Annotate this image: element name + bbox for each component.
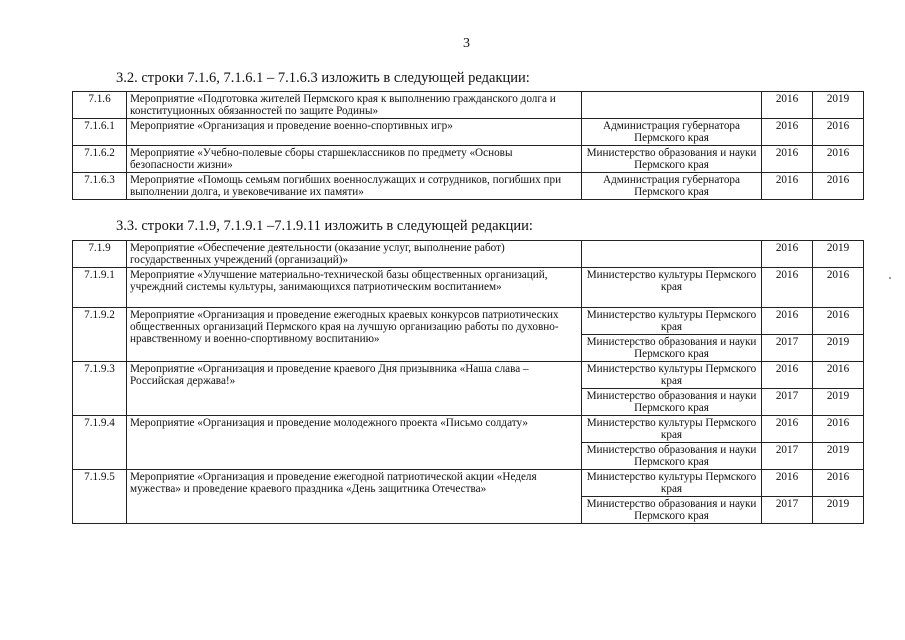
row-responsible: [582, 92, 762, 119]
row-start-year: 2016: [762, 470, 813, 497]
row-start-year: 2016: [762, 308, 813, 335]
row-code: 7.1.9.1: [73, 268, 127, 308]
row-responsible: Министерство культуры Пермского края: [582, 268, 762, 308]
table-row: [73, 146, 864, 173]
table-row: [73, 92, 864, 119]
table-row: [73, 119, 864, 146]
row-end-year: 2019: [813, 335, 864, 362]
row-end-year: 2016: [813, 362, 864, 389]
row-start-year: 2016: [762, 241, 813, 268]
table-row: [73, 416, 864, 443]
row-end-year: 2019: [813, 497, 864, 524]
row-start-year: 2016: [762, 173, 813, 200]
row-responsible: Министерство образования и науки Пермского края: [582, 335, 762, 362]
row-activity: Мероприятие «Организация и проведение ежегодной патриотической акции «Неделя мужества» и проведение краевого праздника «День защитника Отечества»: [127, 470, 582, 524]
row-activity: Мероприятие «Обеспечение деятельности (оказание услуг, выполнение работ) государственных учреждений (организаций)»: [127, 241, 582, 268]
row-activity: Мероприятие «Организация и проведение краевого Дня призывника «Наша слава – Российская держава!»: [127, 362, 582, 416]
row-start-year: 2016: [762, 92, 813, 119]
table-row: [73, 241, 864, 268]
row-responsible: Министерство образования и науки Пермского края: [582, 146, 762, 173]
row-responsible: Министерство образования и науки Пермского края: [582, 389, 762, 416]
row-start-year: 2016: [762, 119, 813, 146]
row-end-year: 2019: [813, 443, 864, 470]
row-activity: Мероприятие «Организация и проведение военно-спортивных игр»: [127, 119, 582, 146]
row-responsible: [582, 241, 762, 268]
row-end-year: 2016: [813, 470, 864, 497]
row-responsible: Администрация губернатора Пермского края: [582, 173, 762, 200]
table-row: [73, 268, 864, 308]
row-responsible: Министерство образования и науки Пермского края: [582, 497, 762, 524]
row-code: 7.1.9: [73, 241, 127, 268]
row-end-year: 2016: [813, 268, 864, 308]
row-activity: Мероприятие «Подготовка жителей Пермского края к выполнению гражданского долга и конституционных обязанностей по защите Родины»: [127, 92, 582, 119]
row-responsible: Министерство культуры Пермского края: [582, 308, 762, 335]
row-code: 7.1.6: [73, 92, 127, 119]
table-row: [73, 362, 864, 389]
row-end-year: 2016: [813, 146, 864, 173]
section-3-3-heading: 3.3. строки 7.1.9, 7.1.9.1 –7.1.9.11 изложить в следующей редакции:: [116, 218, 533, 234]
row-activity: Мероприятие «Помощь семьям погибших военнослужащих и сотрудников, погибших при выполнении долга, и увековечивание их памяти»: [127, 173, 582, 200]
row-end-year: 2016: [813, 119, 864, 146]
table-row: [73, 470, 864, 497]
row-code: 7.1.6.1: [73, 119, 127, 146]
row-activity: Мероприятие «Учебно-полевые сборы старшеклассников по предмету «Основы безопасности жизни»: [127, 146, 582, 173]
row-start-year: 2016: [762, 268, 813, 308]
row-code: 7.1.9.2: [73, 308, 127, 362]
row-end-year: 2016: [813, 173, 864, 200]
row-code: 7.1.9.4: [73, 416, 127, 470]
row-end-year: 2019: [813, 241, 864, 268]
row-code: 7.1.6.2: [73, 146, 127, 173]
table-row: [73, 308, 864, 335]
scan-mark: [889, 277, 891, 279]
row-responsible: Министерство образования и науки Пермского края: [582, 443, 762, 470]
row-end-year: 2019: [813, 92, 864, 119]
row-responsible: Министерство культуры Пермского края: [582, 470, 762, 497]
page-number: 3: [463, 36, 470, 51]
row-responsible: Министерство культуры Пермского края: [582, 416, 762, 443]
table-section-3-3: [72, 240, 864, 524]
row-activity: Мероприятие «Организация и проведение ежегодных краевых конкурсов патриотических общественных организаций Пермского края на лучшую организацию работы по духовно-нравственному и военно-спортивному воспитанию»: [127, 308, 582, 362]
row-start-year: 2016: [762, 146, 813, 173]
row-responsible: Администрация губернатора Пермского края: [582, 119, 762, 146]
row-activity: Мероприятие «Организация и проведение молодежного проекта «Письмо солдату»: [127, 416, 582, 470]
row-start-year: 2017: [762, 497, 813, 524]
row-start-year: 2017: [762, 335, 813, 362]
row-activity: Мероприятие «Улучшение материально-технической базы общественных организаций, учреждний системы культуры, занимающихся патриотическим воспитанием»: [127, 268, 582, 308]
row-responsible: Министерство культуры Пермского края: [582, 362, 762, 389]
row-start-year: 2016: [762, 416, 813, 443]
row-code: 7.1.6.3: [73, 173, 127, 200]
row-code: 7.1.9.3: [73, 362, 127, 416]
row-end-year: 2019: [813, 389, 864, 416]
row-end-year: 2016: [813, 416, 864, 443]
row-code: 7.1.9.5: [73, 470, 127, 524]
row-end-year: 2016: [813, 308, 864, 335]
row-start-year: 2016: [762, 362, 813, 389]
row-start-year: 2017: [762, 443, 813, 470]
section-3-2-heading: 3.2. строки 7.1.6, 7.1.6.1 – 7.1.6.3 изложить в следующей редакции:: [116, 70, 530, 86]
row-start-year: 2017: [762, 389, 813, 416]
table-row: [73, 173, 864, 200]
table-section-3-2: [72, 91, 864, 200]
